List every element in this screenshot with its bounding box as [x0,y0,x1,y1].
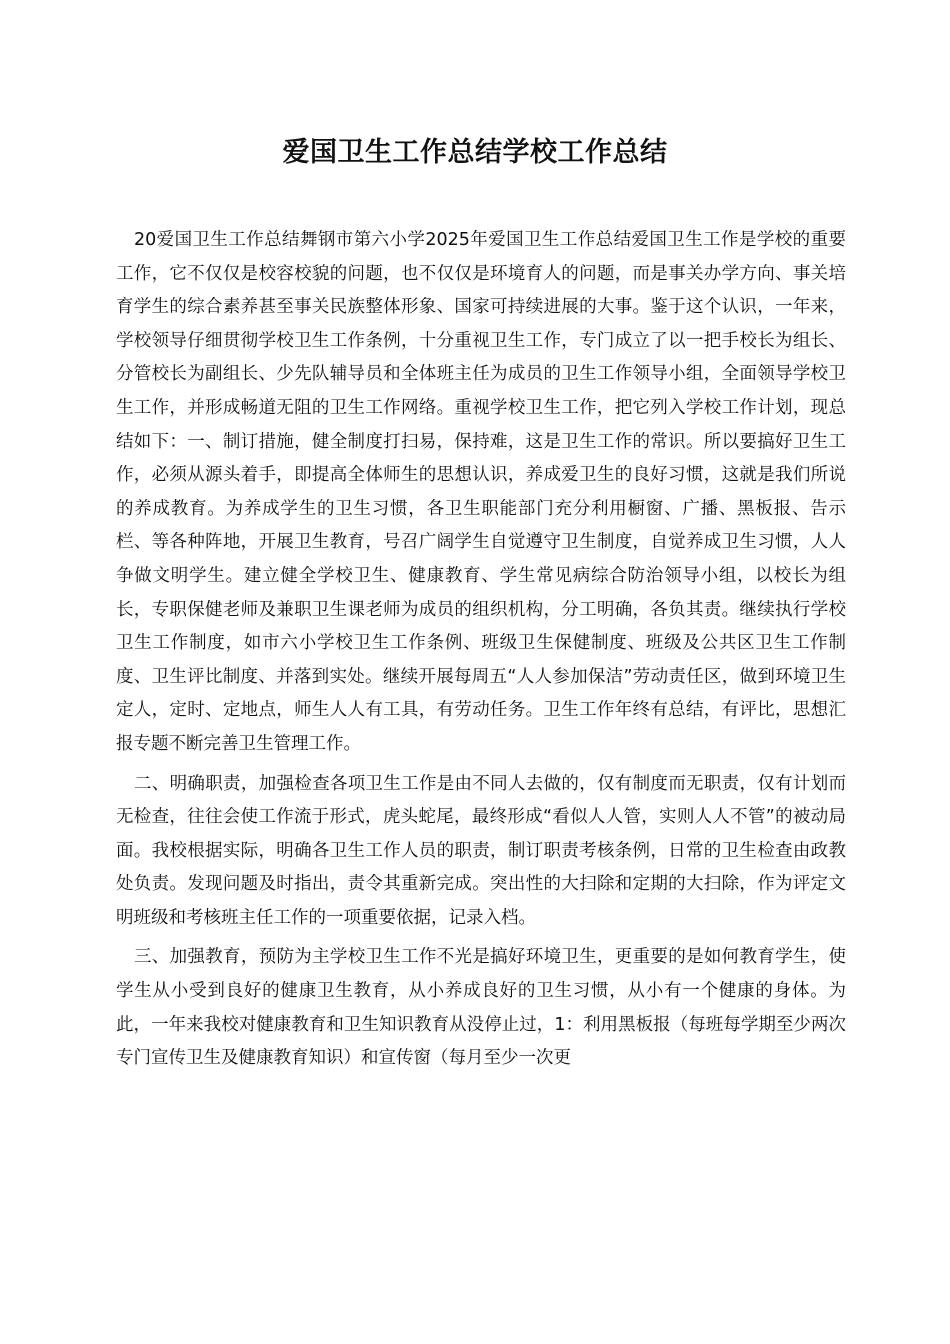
paragraph-2: 二、明确职责，加强检查各项卫生工作是由不同人去做的，仅有制度而无职责，仅有计划而无检查，往往会使工作流于形式，虎头蛇尾，最终形成“看似人人管，实则人人不管”的被动局面。我校根据实际，明确各卫生工作人员的职责，制订职责考核条例，日常的卫生检查由政教处负责。发现问题及时指出，责令其重新完成。突出性的大扫除和定期的大扫除，作为评定文明班级和考核班主任工作的一项重要依据，记录入档。 [116,773,846,928]
document-body [116,224,846,1076]
document-title: 爱国卫生工作总结学校工作总结 [282,137,668,168]
paragraph-1: 20爱国卫生工作总结舞钢市第六小学2025年爱国卫生工作总结爱国卫生工作是学校的重要工作，它不仅仅是校容校貌的问题，也不仅仅是环境育人的问题，而是事关办学方向、事关培育学生的综合素养甚至事关民族整体形象、国家可持续进展的大事。鉴于这个认识，一年来，学校领导仔细贯彻学校卫生工作条例，十分重视卫生工作，专门成立了以一把手校长为组长、分管校长为副组长、少先队辅导员和全体班主任为成员的卫生工作领导小组，全面领导学校卫生工作，并形成畅道无阻的卫生工作网络。重视学校卫生工作，把它列入学校工作计划，现总结如下：一、制订措施，健全制度打扫易，保持难，这是卫生工作的常识。所以要搞好卫生工作，必须从源头着手，即提高全体师生的思想认识，养成爱卫生的良好习惯，这就是我们所说的养成教育。为养成学生的卫生习惯，各卫生职能部门充分利用橱窗、广播、黑板报、告示栏、等各种阵地，开展卫生教育，号召广阔学生自觉遵守卫生制度，自觉养成卫生习惯，人人争做文明学生。建立健全学校卫生、健康教育、学生常见病综合防治领导小组，以校长为组长，专职保健老师及兼职卫生课老师为成员的组织机构，分工明确，各负其责。继续执行学校卫生工作制度，如市六小学校卫生工作条例、班级卫生保健制度、班级及公共区卫生工作制度、卫生评比制度、并落到实处。继续开展每周五“人人参加保洁”劳动责任区，做到环境卫生定人，定时、定地点，师生人人有工具，有劳动任务。卫生工作年终有总结，有评比，思想汇报专题不断完善卫生管理工作。 [116,230,846,754]
paragraph-3: 三、加强教育，预防为主学校卫生工作不光是搞好环境卫生，更重要的是如何教育学生，使学生从小受到良好的健康卫生教育，从小养成良好的卫生习惯，从小有一个健康的身体。为此，一年来我校对健康教育和卫生知识教育从没停止过，1：利用黑板报（每班每学期至少两次专门宣传卫生及健康教育知识）和宣传窗（每月至少一次更 [116,947,846,1069]
